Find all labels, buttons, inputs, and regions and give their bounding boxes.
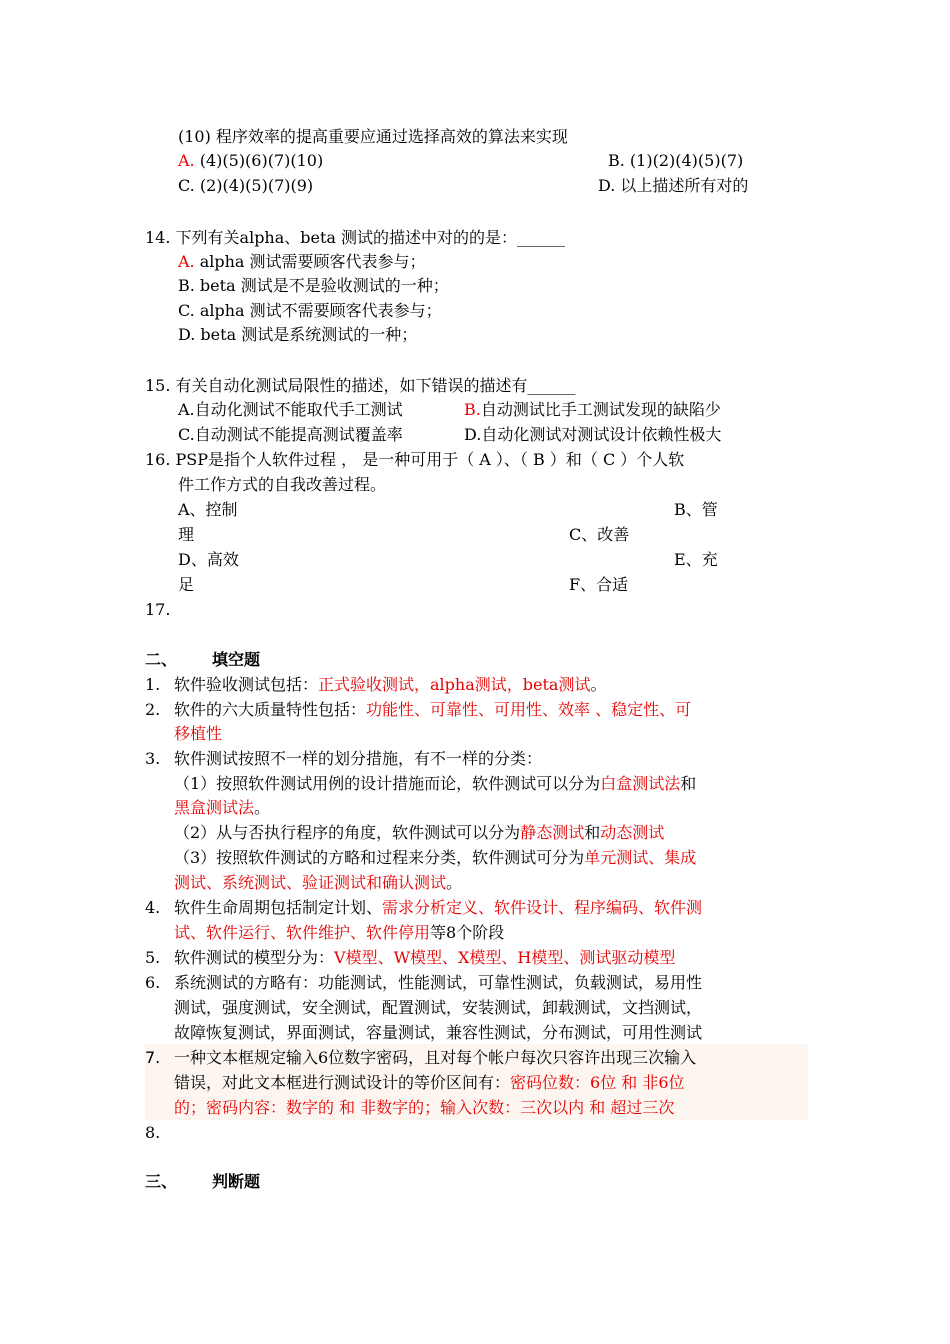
q16-option-d: D、高效 bbox=[178, 550, 239, 569]
fill-4-line2 bbox=[174, 921, 504, 945]
fill-6-number: 6. bbox=[145, 973, 161, 992]
fill-3-1-answer-2: 黑盒测试法 bbox=[174, 798, 255, 817]
section-3-title: 判断题 bbox=[212, 1172, 261, 1191]
q15-option-b-letter: B. bbox=[464, 400, 481, 419]
fill-1-number: 1. bbox=[145, 675, 161, 694]
fill-6-line3: 故障恢复测试，界面测试，容量测试，兼容性测试，分布测试，可用性测试 bbox=[174, 1023, 703, 1042]
fill-2-line1 bbox=[174, 698, 691, 722]
fill-2-answer-2: 移植性 bbox=[174, 724, 223, 743]
q16-option-b: B、管 bbox=[674, 500, 718, 519]
fill-3-number: 3. bbox=[145, 749, 161, 768]
fill-3-3-line1 bbox=[174, 846, 696, 870]
q13-option-d: D. 以上描述所有对的 bbox=[598, 176, 749, 195]
fill-3-2-answer-1: 静态测试 bbox=[520, 823, 585, 842]
q16-option-a: A、控制 bbox=[178, 500, 238, 519]
fill-3-3-question: （3）按照软件测试的方略和过程来分类，软件测试可分为 bbox=[174, 848, 585, 867]
q13-option-a-text: (4)(5)(6)(7)(10) bbox=[194, 151, 324, 170]
fill-7-answer-2: 的；密码内容：数字的 和 非数字的；输入次数：三次以内 和 超过三次 bbox=[174, 1098, 675, 1117]
fill-3-3-line2 bbox=[174, 871, 462, 895]
q13-option-c: C. (2)(4)(5)(7)(9) bbox=[178, 176, 314, 195]
fill-1-question: 软件验收测试包括： bbox=[174, 675, 319, 694]
fill-3-1-question: （1）按照软件测试用例的设计措施而论，软件测试可以分为 bbox=[174, 774, 601, 793]
fill-2-answer-1: 功能性、可靠性、可用性、效率 、稳定性、可 bbox=[366, 700, 692, 719]
fill-7-line1: 一种文本框规定输入6位数字密码，且对每个帐户每次只容许出现三次输入 bbox=[174, 1048, 697, 1067]
fill-3-1-answer-1: 白盒测试法 bbox=[600, 774, 681, 793]
fill-3-1-line2 bbox=[174, 796, 270, 820]
fill-3-3-end: 。 bbox=[446, 873, 463, 892]
fill-5-answer: V模型、W模型、X模型、H模型、测试驱动模型 bbox=[334, 948, 676, 967]
fill-8-number: 8. bbox=[145, 1123, 161, 1142]
fill-4-answer-1: 需求分析定义、软件设计、程序编码、软件测 bbox=[382, 898, 703, 917]
q13-option-a-letter: A. bbox=[178, 151, 195, 170]
fill-4-answer-2: 试、软件运行、软件维护、软件停用 bbox=[174, 923, 431, 942]
fill-1-end: 。 bbox=[590, 675, 607, 694]
section-3-number: 三、 bbox=[145, 1172, 178, 1191]
q15-stem: 15. 有关自动化测试局限性的描述，如下错误的描述有______ bbox=[145, 376, 576, 395]
fill-3-3-answer-2: 测试、系统测试、验证测试和确认测试 bbox=[174, 873, 447, 892]
q16-option-f: F、合适 bbox=[569, 575, 629, 594]
q14-option-a bbox=[178, 250, 426, 274]
fill-4-number: 4. bbox=[145, 898, 161, 917]
fill-1-answer: 正式验收测试，alpha测试，beta测试 bbox=[318, 675, 591, 694]
q17-number: 17. bbox=[145, 600, 171, 619]
fill-6-line2: 测试，强度测试，安全测试，配置测试，安装测试，卸载测试，文挡测试， bbox=[174, 998, 703, 1017]
fill-3-question: 软件测试按照不一样的划分措施，有不一样的分类： bbox=[174, 749, 543, 768]
q15-option-b bbox=[464, 398, 721, 422]
q15-option-b-text: 自动测试比手工测试发现的缺陷少 bbox=[480, 400, 721, 419]
q14-option-b: B. beta 测试是不是验收测试的一种； bbox=[178, 276, 449, 295]
fill-7-question: 错误，对此文本框进行测试设计的等价区间有： bbox=[174, 1073, 511, 1092]
q16-option-b-wrap: 理 bbox=[178, 525, 195, 544]
q14-option-a-letter: A. bbox=[178, 252, 195, 271]
q16-stem-line1: 16. PSP是指个人软件过程 ， 是一种可用于（ A ）、（ B ）和（ C ）个人软 bbox=[145, 450, 685, 469]
fill-3-1-line1 bbox=[174, 772, 696, 796]
q16-stem-line2: 件工作方式的自我改善过程。 bbox=[178, 475, 387, 494]
q13-item-10: (10) 程序效率的提高重要应通过选择高效的算法来实现 bbox=[178, 127, 568, 146]
q14-option-d: D. beta 测试是系统测试的一种； bbox=[178, 325, 418, 344]
fill-7-line2 bbox=[174, 1071, 685, 1095]
q16-option-e: E、充 bbox=[674, 550, 718, 569]
section-2-number: 二、 bbox=[145, 650, 178, 669]
q15-option-a: A.自动化测试不能取代手工测试 bbox=[178, 400, 403, 419]
q14-option-a-text: alpha 测试需要顾客代表参与； bbox=[194, 252, 426, 271]
fill-3-2-answer-2: 动态测试 bbox=[600, 823, 665, 842]
fill-3-1-and: 和 bbox=[680, 774, 697, 793]
q14-stem: 14. 下列有关alpha、beta 测试的描述中对的的是：______ bbox=[145, 228, 566, 247]
fill-3-2-line bbox=[174, 821, 664, 845]
section-2-title: 填空题 bbox=[212, 650, 261, 669]
q13-option-a bbox=[178, 149, 323, 173]
fill-5-number: 5. bbox=[145, 948, 161, 967]
fill-3-1-end: 。 bbox=[254, 798, 271, 817]
q13-option-b: B. (1)(2)(4)(5)(7) bbox=[608, 151, 744, 170]
q15-option-d: D.自动化测试对测试设计依赖性极大 bbox=[464, 425, 722, 444]
fill-6-line1: 系统测试的方略有：功能测试，性能测试，可靠性测试，负载测试，易用性 bbox=[174, 973, 703, 992]
q16-option-c: C、改善 bbox=[569, 525, 630, 544]
fill-4-line1 bbox=[174, 896, 702, 920]
q14-option-c: C. alpha 测试不需要顾客代表参与； bbox=[178, 301, 442, 320]
fill-7-answer-1: 密码位数：6位 和 非6位 bbox=[510, 1073, 685, 1092]
q15-option-c: C.自动测试不能提高测试覆盖率 bbox=[178, 425, 403, 444]
fill-7-number: 7. bbox=[145, 1048, 161, 1067]
fill-2-question: 软件的六大质量特性包括： bbox=[174, 700, 367, 719]
fill-3-2-question: （2）从与否执行程序的角度，软件测试可以分为 bbox=[174, 823, 521, 842]
fill-2-number: 2. bbox=[145, 700, 161, 719]
q16-option-e-wrap: 足 bbox=[178, 575, 195, 594]
fill-5-question: 软件测试的模型分为： bbox=[174, 948, 335, 967]
fill-1-line bbox=[174, 673, 606, 697]
fill-3-3-answer-1: 单元测试、集成 bbox=[584, 848, 697, 867]
fill-3-2-and: 和 bbox=[584, 823, 601, 842]
fill-4-question: 软件生命周期包括制定计划、 bbox=[174, 898, 383, 917]
fill-5-line bbox=[174, 946, 675, 970]
fill-4-end: 等8个阶段 bbox=[430, 923, 505, 942]
